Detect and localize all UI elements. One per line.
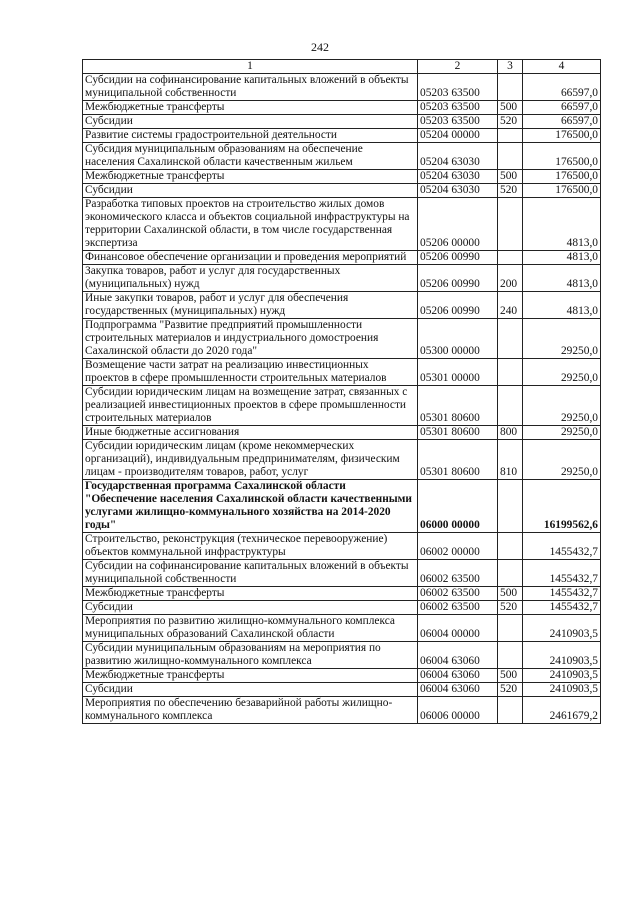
- expense-type-cell: [498, 615, 523, 642]
- expense-type-cell: [498, 251, 523, 265]
- table-row: [83, 601, 601, 615]
- expense-type-cell: 520: [498, 115, 523, 129]
- table-row: [83, 251, 601, 265]
- expense-type-cell: 500: [498, 587, 523, 601]
- amount-cell: 176500,0: [523, 143, 601, 170]
- amount-cell: 4813,0: [523, 198, 601, 251]
- table-row: [83, 669, 601, 683]
- expense-type-cell: 240: [498, 292, 523, 319]
- amount-cell: 66597,0: [523, 101, 601, 115]
- item-name-cell: Мероприятия по развитию жилищно-коммунального комплекса муниципальных образований Сахалинской области: [83, 615, 418, 642]
- amount-cell: 176500,0: [523, 129, 601, 143]
- table-row: [83, 359, 601, 386]
- expense-type-cell: 800: [498, 426, 523, 440]
- item-name-cell: Строительство, реконструкция (техническое перевооружение) объектов коммунальной инфраструктуры: [83, 533, 418, 560]
- expense-type-cell: [498, 143, 523, 170]
- amount-cell: 1455432,7: [523, 587, 601, 601]
- expense-type-cell: [498, 359, 523, 386]
- header-col-3: 3: [498, 60, 523, 74]
- amount-cell: 29250,0: [523, 426, 601, 440]
- amount-cell: 2410903,5: [523, 683, 601, 697]
- target-code-cell: 06000 00000: [418, 480, 498, 533]
- target-code-cell: 05203 63500: [418, 115, 498, 129]
- item-name-cell: Субсидии на софинансирование капитальных вложений в объекты муниципальной собственности: [83, 74, 418, 101]
- amount-cell: 66597,0: [523, 74, 601, 101]
- target-code-cell: 05203 63500: [418, 101, 498, 115]
- target-code-cell: 05206 00000: [418, 198, 498, 251]
- item-name-cell: Возмещение части затрат на реализацию инвестиционных проектов в сфере промышленности строительных материалов: [83, 359, 418, 386]
- item-name-cell: Межбюджетные трансферты: [83, 101, 418, 115]
- table-row: [83, 587, 601, 601]
- table-row: [83, 440, 601, 480]
- target-code-cell: 06002 00000: [418, 533, 498, 560]
- target-code-cell: 06006 00000: [418, 697, 498, 724]
- expense-type-cell: 520: [498, 184, 523, 198]
- target-code-cell: 05301 80600: [418, 386, 498, 426]
- table-row: [83, 386, 601, 426]
- item-name-cell: Субсидии на софинансирование капитальных вложений в объекты муниципальной собственности: [83, 560, 418, 587]
- amount-cell: 29250,0: [523, 319, 601, 359]
- target-code-cell: 05204 63030: [418, 143, 498, 170]
- table-row: [83, 184, 601, 198]
- item-name-cell: Подпрограмма "Развитие предприятий промышленности строительных материалов и индустриального домостроения Сахалинской области до 2020 года": [83, 319, 418, 359]
- expense-type-cell: 810: [498, 440, 523, 480]
- table-row: [83, 101, 601, 115]
- amount-cell: 1455432,7: [523, 601, 601, 615]
- target-code-cell: 05301 00000: [418, 359, 498, 386]
- expense-type-cell: 200: [498, 265, 523, 292]
- header-col-2: 2: [418, 60, 498, 74]
- table-row: [83, 683, 601, 697]
- table-row: [83, 560, 601, 587]
- target-code-cell: 06004 63060: [418, 642, 498, 669]
- item-name-cell: Субсидия муниципальным образованиям на обеспечение населения Сахалинской области качественным жильем: [83, 143, 418, 170]
- expense-type-cell: 500: [498, 669, 523, 683]
- table-row: [83, 533, 601, 560]
- item-name-cell: Субсидии юридическим лицам (кроме некоммерческих организаций), индивидуальным предпринимателям, физическим лицам - производителям товаров, работ, услуг: [83, 440, 418, 480]
- expense-type-cell: 520: [498, 601, 523, 615]
- amount-cell: 2410903,5: [523, 642, 601, 669]
- target-code-cell: 06004 00000: [418, 615, 498, 642]
- table-row: [83, 319, 601, 359]
- item-name-cell: Мероприятия по обеспечению безаварийной работы жилищно-коммунального комплекса: [83, 697, 418, 724]
- amount-cell: 4813,0: [523, 265, 601, 292]
- expense-type-cell: [498, 319, 523, 359]
- amount-cell: 66597,0: [523, 115, 601, 129]
- target-code-cell: 05206 00990: [418, 292, 498, 319]
- expense-type-cell: [498, 386, 523, 426]
- expense-type-cell: [498, 642, 523, 669]
- item-name-cell: Субсидии юридическим лицам на возмещение затрат, связанных с реализацией инвестиционных проектов в сфере промышленности строительных материалов: [83, 386, 418, 426]
- budget-table: [82, 59, 601, 724]
- expense-type-cell: [498, 533, 523, 560]
- expense-type-cell: [498, 480, 523, 533]
- table-header-row: [83, 60, 601, 74]
- target-code-cell: 05300 00000: [418, 319, 498, 359]
- table-row: [83, 143, 601, 170]
- amount-cell: 29250,0: [523, 386, 601, 426]
- header-col-4: 4: [523, 60, 601, 74]
- target-code-cell: 05301 80600: [418, 440, 498, 480]
- table-row: [83, 480, 601, 533]
- header-col-1: 1: [83, 60, 418, 74]
- target-code-cell: 05206 00990: [418, 265, 498, 292]
- table-row: [83, 697, 601, 724]
- expense-type-cell: [498, 560, 523, 587]
- target-code-cell: 05206 00990: [418, 251, 498, 265]
- target-code-cell: 06002 63500: [418, 560, 498, 587]
- table-row: [83, 170, 601, 184]
- item-name-cell: Субсидии: [83, 184, 418, 198]
- target-code-cell: 06004 63060: [418, 683, 498, 697]
- page-number: 242: [311, 40, 329, 54]
- target-code-cell: 05204 63030: [418, 170, 498, 184]
- expense-type-cell: 500: [498, 101, 523, 115]
- item-name-cell: Межбюджетные трансферты: [83, 170, 418, 184]
- item-name-cell: Финансовое обеспечение организации и проведения мероприятий: [83, 251, 418, 265]
- table-row: [83, 129, 601, 143]
- amount-cell: 2461679,2: [523, 697, 601, 724]
- item-name-cell: Закупка товаров, работ и услуг для государственных (муниципальных) нужд: [83, 265, 418, 292]
- target-code-cell: 06002 63500: [418, 587, 498, 601]
- amount-cell: 4813,0: [523, 251, 601, 265]
- item-name-cell: Государственная программа Сахалинской области "Обеспечение населения Сахалинской области качественными услугами жилищно-коммунального хозяйства на 2014-2020 годы": [83, 480, 418, 533]
- expense-type-cell: [498, 697, 523, 724]
- amount-cell: 4813,0: [523, 292, 601, 319]
- item-name-cell: Иные бюджетные ассигнования: [83, 426, 418, 440]
- amount-cell: 16199562,6: [523, 480, 601, 533]
- amount-cell: 29250,0: [523, 359, 601, 386]
- target-code-cell: 06002 63500: [418, 601, 498, 615]
- item-name-cell: Субсидии муниципальным образованиям на мероприятия по развитию жилищно-коммунального комплекса: [83, 642, 418, 669]
- table-row: [83, 615, 601, 642]
- item-name-cell: Развитие системы градостроительной деятельности: [83, 129, 418, 143]
- table-row: [83, 198, 601, 251]
- expense-type-cell: 520: [498, 683, 523, 697]
- table-row: [83, 265, 601, 292]
- expense-type-cell: [498, 74, 523, 101]
- item-name-cell: Субсидии: [83, 115, 418, 129]
- expense-type-cell: [498, 129, 523, 143]
- amount-cell: 2410903,5: [523, 615, 601, 642]
- target-code-cell: 05204 63030: [418, 184, 498, 198]
- expense-type-cell: [498, 198, 523, 251]
- item-name-cell: Субсидии: [83, 601, 418, 615]
- amount-cell: 176500,0: [523, 184, 601, 198]
- item-name-cell: Иные закупки товаров, работ и услуг для обеспечения государственных (муниципальных) нужд: [83, 292, 418, 319]
- expense-type-cell: 500: [498, 170, 523, 184]
- item-name-cell: Разработка типовых проектов на строительство жилых домов экономического класса и объектов социальной инфраструктуры на территории Сахалинской области, в том числе государственная экспертиза: [83, 198, 418, 251]
- amount-cell: 2410903,5: [523, 669, 601, 683]
- table-row: [83, 292, 601, 319]
- amount-cell: 29250,0: [523, 440, 601, 480]
- table-row: [83, 426, 601, 440]
- target-code-cell: 05301 80600: [418, 426, 498, 440]
- item-name-cell: Межбюджетные трансферты: [83, 587, 418, 601]
- table-row: [83, 115, 601, 129]
- table-row: [83, 74, 601, 101]
- item-name-cell: Межбюджетные трансферты: [83, 669, 418, 683]
- amount-cell: 176500,0: [523, 170, 601, 184]
- target-code-cell: 05203 63500: [418, 74, 498, 101]
- amount-cell: 1455432,7: [523, 560, 601, 587]
- amount-cell: 1455432,7: [523, 533, 601, 560]
- target-code-cell: 06004 63060: [418, 669, 498, 683]
- item-name-cell: Субсидии: [83, 683, 418, 697]
- table-row: [83, 642, 601, 669]
- target-code-cell: 05204 00000: [418, 129, 498, 143]
